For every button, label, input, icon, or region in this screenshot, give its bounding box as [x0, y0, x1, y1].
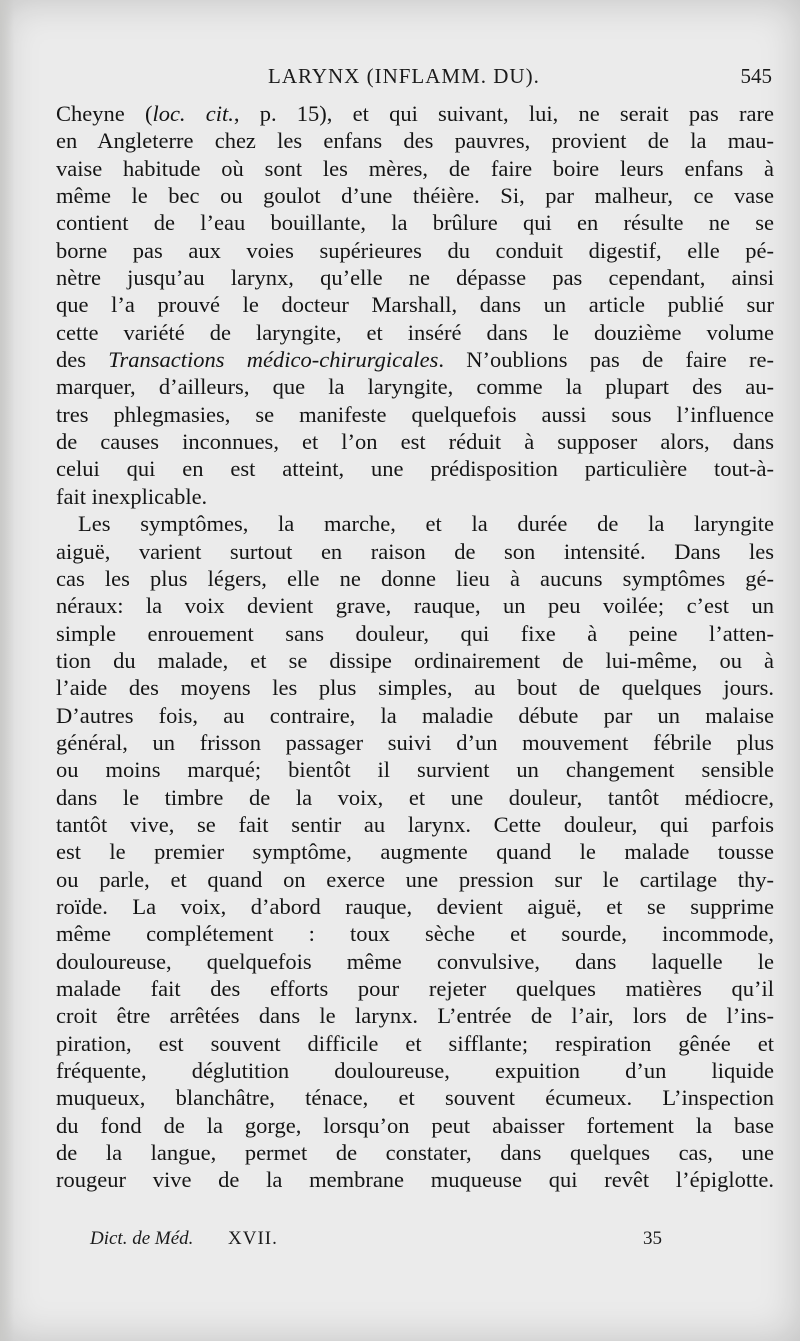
text-line: celui qui en est atteint, une prédisposition particulière tout-à- [56, 456, 774, 482]
text-line: que l’a prouvé le docteur Marshall, dans un article publié sur [56, 292, 774, 318]
text-line: néraux: la voix devient grave, rauque, un peu voilée; c’est un [56, 593, 774, 619]
page-number: 545 [740, 64, 772, 88]
text-line: malade fait des efforts pour rejeter quelques matières qu’il [56, 976, 774, 1001]
text-line: roïde. La voix, d’abord rauque, devient aiguë, et se supprime [56, 893, 774, 919]
text-line: croit être arrêtées dans le larynx. L’entrée de l’air, lors de l’ins- [56, 1003, 774, 1029]
text-line: tres phlegmasies, se manifeste quelquefois aussi sous l’influence [56, 401, 774, 427]
text-line: ou parle, et quand on exerce une pression sur le cartilage thy- [56, 866, 774, 892]
text-line: vaise habitude où sont les mères, de faire boire leurs enfans à [56, 155, 774, 181]
text-line: du fond de la gorge, lorsqu’on peut abaisser fortement la base [56, 1112, 774, 1138]
text-line: simple enrouement sans douleur, qui fixe à peine l’atten- [56, 620, 774, 646]
running-header [58, 62, 772, 94]
text-line: de la langue, permet de constater, dans quelques cas, une [56, 1140, 774, 1166]
page-gutter-shadow [0, 0, 14, 1341]
text-line: aiguë, varient surtout en raison de son intensité. Dans les [56, 538, 774, 564]
text-line: ou moins marqué; bientôt il survient un changement sensible [56, 757, 774, 783]
text-line: marquer, d’ailleurs, que la laryngite, comme la plupart des au- [56, 374, 774, 400]
running-title: LARYNX (INFLAMM. DU). [268, 64, 540, 88]
text-line: tion du malade, et se dissipe ordinairement de lui-même, ou à [56, 647, 774, 673]
text-line: fréquente, déglutition douloureuse, expuition d’un liquide [56, 1058, 774, 1084]
text-line: dans le timbre de la voix, et une douleur, tantôt médiocre, [56, 784, 774, 810]
text-line: même complétement : toux sèche et sourde, incommode, [56, 921, 774, 947]
text-line: Les symptômes, la marche, et la durée de la laryngite [78, 511, 774, 537]
text-line: même le bec ou goulot d’une théière. Si, par malheur, ce vase [56, 183, 774, 209]
text-line: piration, est souvent difficile et sifflante; respiration gênée et [56, 1030, 774, 1056]
text-line: des Transactions médico-chirurgicales. N’oublions pas de faire re- [56, 347, 774, 373]
signature-volume: XVII. [228, 1228, 278, 1249]
signature-title: Dict. de Méd. [90, 1228, 194, 1249]
text-line: borne pas aux voies supérieures du conduit digestif, elle pé- [56, 237, 774, 263]
text-line: rougeur vive de la membrane muqueuse qui revêt l’épiglotte. [56, 1167, 774, 1193]
text-line: général, un frisson passager suivi d’un mouvement fébrile plus [56, 729, 774, 755]
text-line: contient de l’eau bouillante, la brûlure qui en résulte ne se [56, 210, 774, 236]
text-line: nètre jusqu’au larynx, qu’elle ne dépasse pas cependant, ainsi [56, 265, 774, 291]
text-line: cette variété de laryngite, et inséré dans le douzième volume [56, 319, 774, 345]
text-line: l’aide des moyens les plus simples, au bout de quelques jours. [56, 675, 774, 701]
text-line: de causes inconnues, et l’on est réduit à supposer alors, dans [56, 429, 774, 455]
text-line: Cheyne (loc. cit., p. 15), et qui suivant, lui, ne serait pas rare [56, 101, 774, 126]
text-line: douloureuse, quelquefois même convulsive, dans laquelle le [56, 948, 774, 974]
text-line: fait inexplicable. [56, 483, 208, 509]
body-text [56, 100, 774, 1194]
text-line: en Angleterre chez les enfans des pauvres, provient de la mau- [56, 128, 774, 154]
signature-number: 35 [643, 1228, 662, 1249]
text-line: D’autres fois, au contraire, la maladie débute par un malaise [56, 702, 774, 728]
text-line: muqueux, blanchâtre, ténace, et souvent écumeux. L’inspection [56, 1085, 774, 1111]
text-line: est le premier symptôme, augmente quand le malade tousse [56, 839, 774, 865]
text-line: cas les plus légers, elle ne donne lieu à aucuns symptômes gé- [56, 565, 774, 591]
text-line: tantôt vive, se fait sentir au larynx. Cette douleur, qui parfois [56, 811, 774, 837]
signature-line [90, 1228, 662, 1258]
